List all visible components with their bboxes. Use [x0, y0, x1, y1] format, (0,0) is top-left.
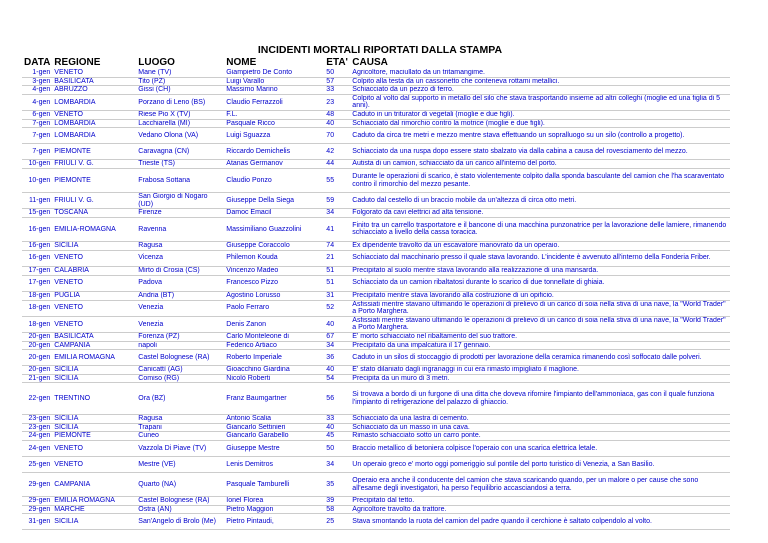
cell-nome: Paolo Ferraro — [224, 300, 324, 316]
cell-luogo: Gissi (CH) — [136, 86, 224, 95]
cell-regione: TOSCANA — [52, 209, 136, 218]
table-row — [22, 241, 730, 250]
cell-causa: Folgorato da cavi elettrici ad alta tensione. — [350, 209, 730, 218]
cell-regione: PUGLIA — [52, 291, 136, 300]
header-data: DATA — [24, 57, 51, 68]
cell-eta: 33 — [324, 415, 350, 424]
cell-luogo: Riese Pio X (TV) — [136, 110, 224, 119]
cell-regione: VENETO — [52, 300, 136, 316]
cell-eta: 70 — [324, 128, 350, 144]
cell-eta: 31 — [324, 291, 350, 300]
cell-regione: CAMPANIA — [52, 341, 136, 350]
cell-causa: Agricoltore, maciullato da un tritamangime. — [350, 69, 730, 77]
header-nome: NOME — [226, 57, 257, 68]
table-row — [22, 350, 730, 366]
table-row — [22, 94, 730, 110]
cell-causa: Asfissiati mentre stavano ultimando le operazioni di prelievo di un carico di soia nella stiva di una nave, la "World Trader" a Porto Marghera. — [350, 300, 730, 316]
cell-causa: Precipitato da una impalcatura il 17 gennaio. — [350, 341, 730, 350]
cell-luogo: Frabosa Sottana — [136, 169, 224, 193]
cell-data: 11-gen — [22, 193, 52, 209]
cell-data: 16-gen — [22, 241, 52, 250]
table-row — [22, 366, 730, 375]
cell-causa: Colpito al volto dal supporto in metallo del silo che stava trasportando insieme ad altri colleghi (moglie ed una figlia di 5 anni). — [350, 94, 730, 110]
cell-luogo: Caravagna (CN) — [136, 144, 224, 160]
cell-luogo: Ragusa — [136, 241, 224, 250]
cell-eta: 67 — [324, 332, 350, 341]
cell-causa: Ex dipendente travolto da un escavatore manovrato da un operaio. — [350, 241, 730, 250]
cell-eta: 40 — [324, 119, 350, 128]
page-title: INCIDENTI MORTALI RIPORTATI DALLA STAMPA — [257, 44, 503, 56]
cell-data: 7-gen — [22, 119, 52, 128]
cell-regione: LOMBARDIA — [52, 128, 136, 144]
cell-eta: 55 — [324, 169, 350, 193]
cell-luogo: San'Angelo di Brolo (Me) — [136, 514, 224, 530]
cell-regione: LOMBARDIA — [52, 94, 136, 110]
cell-causa: Schiacciato da un pezzo di ferro. — [350, 86, 730, 95]
cell-regione: PIEMONTE — [52, 144, 136, 160]
cell-nome: Claudio Ferrazzoli — [224, 94, 324, 110]
cell-luogo: Canicattì (AG) — [136, 366, 224, 375]
cell-luogo: Vedano Olona (VA) — [136, 128, 224, 144]
cell-eta: 34 — [324, 341, 350, 350]
cell-causa: Precipitato dal tetto. — [350, 497, 730, 506]
cell-eta: 50 — [324, 69, 350, 77]
table-row — [22, 144, 730, 160]
table-row — [22, 193, 730, 209]
cell-nome: Damoc Emacil — [224, 209, 324, 218]
cell-causa: Durante le operazioni di scarico, è stato violentemente colpito dalla sponda basculante del camion che l'ha scaraventato contro il rimorchio del mezzo pesante. — [350, 169, 730, 193]
cell-causa: Autista di un camion, schiacciato da un carico all'interno del porto. — [350, 160, 730, 169]
cell-data: 10-gen — [22, 160, 52, 169]
cell-eta: 40 — [324, 316, 350, 332]
cell-luogo: Ora (BZ) — [136, 383, 224, 415]
cell-nome: Franz Baumgartner — [224, 383, 324, 415]
cell-causa: Precipita da un muro di 3 metri. — [350, 374, 730, 383]
cell-data: 22-gen — [22, 383, 52, 415]
cell-regione: BASILICATA — [52, 332, 136, 341]
cell-luogo: Ragusa — [136, 415, 224, 424]
cell-eta: 44 — [324, 160, 350, 169]
cell-nome: Luigi Varallo — [224, 77, 324, 86]
table-row — [22, 423, 730, 432]
table-row — [22, 383, 730, 415]
cell-luogo: Ostra (AN) — [136, 505, 224, 514]
cell-data: 18-gen — [22, 291, 52, 300]
cell-data: 17-gen — [22, 266, 52, 275]
cell-nome: Giuseppe Mestre — [224, 441, 324, 457]
cell-eta: 34 — [324, 457, 350, 473]
cell-regione: SICILIA — [52, 366, 136, 375]
cell-regione: CAMPANIA — [52, 473, 136, 497]
cell-luogo: Firenze — [136, 209, 224, 218]
cell-causa: Caduto dal cestello di un braccio mobile da un'altezza di circa otto metri. — [350, 193, 730, 209]
cell-regione: SICILIA — [52, 241, 136, 250]
cell-data: 16-gen — [22, 217, 52, 241]
header-row — [22, 57, 730, 69]
cell-regione: SICILIA — [52, 374, 136, 383]
table-row — [22, 217, 730, 241]
cell-data: 31-gen — [22, 514, 52, 530]
cell-data: 29-gen — [22, 473, 52, 497]
cell-data: 17-gen — [22, 275, 52, 291]
cell-causa: E' morto schiacciato nel ribaltamento del suo trattore. — [350, 332, 730, 341]
cell-nome: Massimiliano Guazzolini — [224, 217, 324, 241]
cell-regione: FRIULI V. G. — [52, 193, 136, 209]
cell-luogo: Andria (BT) — [136, 291, 224, 300]
cell-luogo: Lacchiarella (MI) — [136, 119, 224, 128]
cell-causa: Operaio era anche il conducente del camion che stava scaricando quando, per un malore o per cause che sono all'esame degli investigatori, ha perso l'equilibrio accasciandosi a terra. — [350, 473, 730, 497]
cell-nome: Gioacchino Giardina — [224, 366, 324, 375]
cell-regione: MARCHE — [52, 505, 136, 514]
cell-regione: EMILIA-ROMAGNA — [52, 217, 136, 241]
cell-eta: 48 — [324, 110, 350, 119]
table-row — [22, 250, 730, 266]
cell-luogo: Padova — [136, 275, 224, 291]
cell-luogo: Quarto (NA) — [136, 473, 224, 497]
cell-causa: Caduto da circa tre metri e mezzo mentre stava effettuando un sopralluogo su un silo (controllo a progetto). — [350, 128, 730, 144]
cell-nome: Pietro Maggion — [224, 505, 324, 514]
header-causa: CAUSA — [352, 57, 388, 68]
cell-nome: Pasquale Tamburelli — [224, 473, 324, 497]
table-row — [22, 275, 730, 291]
cell-regione: ABRUZZO — [52, 86, 136, 95]
cell-data: 20-gen — [22, 341, 52, 350]
cell-eta: 50 — [324, 441, 350, 457]
cell-data: 24-gen — [22, 432, 52, 441]
cell-data: 29-gen — [22, 505, 52, 514]
table-row — [22, 300, 730, 316]
cell-nome: F.L. — [224, 110, 324, 119]
cell-causa: Schiacciato dal rimorchio contro la motrice (moglie e due figli). — [350, 119, 730, 128]
cell-eta: 39 — [324, 497, 350, 506]
table-row — [22, 374, 730, 383]
cell-eta: 59 — [324, 193, 350, 209]
cell-causa: Stava smontando la ruota del camion del padre quando il cerchione è saltato colpendolo al volto. — [350, 514, 730, 530]
cell-luogo: Trieste (TS) — [136, 160, 224, 169]
cell-regione: TRENTINO — [52, 383, 136, 415]
cell-causa: Rimasto schiacciato sotto un carro ponte. — [350, 432, 730, 441]
table-row — [22, 497, 730, 506]
cell-eta: 41 — [324, 217, 350, 241]
cell-eta: 56 — [324, 383, 350, 415]
cell-nome: Agostino Lorusso — [224, 291, 324, 300]
cell-data: 20-gen — [22, 332, 52, 341]
table-row — [22, 473, 730, 497]
cell-data: 4-gen — [22, 86, 52, 95]
cell-regione: SICILIA — [52, 514, 136, 530]
cell-data: 6-gen — [22, 110, 52, 119]
cell-causa: Schiacciato da una ruspa dopo essere stato sbalzato via dalla cabina a causa del rovesciamento del mezzo. — [350, 144, 730, 160]
cell-regione: VENETO — [52, 441, 136, 457]
cell-regione: BASILICATA — [52, 77, 136, 86]
cell-nome: Giancarlo Settinieri — [224, 423, 324, 432]
cell-eta: 34 — [324, 209, 350, 218]
table-row — [22, 77, 730, 86]
table-row — [22, 209, 730, 218]
cell-causa: Precipitato al suolo mentre stava lavorando alla realizzazione di una mansarda. — [350, 266, 730, 275]
table-row — [22, 341, 730, 350]
incidents-table — [22, 57, 730, 530]
cell-nome: Giampietro De Conto — [224, 69, 324, 77]
cell-luogo: Vicenza — [136, 250, 224, 266]
cell-regione: PIEMONTE — [52, 169, 136, 193]
table-body — [22, 69, 730, 530]
cell-causa: Schiacciato dal macchinario presso il quale stava lavorando. L'incidente è avvenuto all'interno della Fonderia Friber. — [350, 250, 730, 266]
cell-data: 4-gen — [22, 94, 52, 110]
cell-eta: 23 — [324, 94, 350, 110]
cell-data: 23-gen — [22, 423, 52, 432]
cell-regione: VENETO — [52, 69, 136, 77]
cell-eta: 52 — [324, 300, 350, 316]
cell-data: 18-gen — [22, 300, 52, 316]
table-row — [22, 160, 730, 169]
cell-nome: Luigi Sguazza — [224, 128, 324, 144]
cell-regione: VENETO — [52, 250, 136, 266]
cell-causa: Schiacciato da un camion ribaltatosi durante lo scarico di due tonnellate di ghiaia. — [350, 275, 730, 291]
cell-nome: Atanas Germanov — [224, 160, 324, 169]
cell-data: 18-gen — [22, 316, 52, 332]
cell-luogo: Tito (PZ) — [136, 77, 224, 86]
cell-eta: 57 — [324, 77, 350, 86]
cell-eta: 51 — [324, 275, 350, 291]
cell-data: 23-gen — [22, 415, 52, 424]
cell-nome: Roberto Imperiale — [224, 350, 324, 366]
cell-regione: FRIULI V. G. — [52, 160, 136, 169]
cell-luogo: Castel Bolognese (RA) — [136, 350, 224, 366]
cell-luogo: Comiso (RG) — [136, 374, 224, 383]
cell-nome: Giuseppe Coraccolo — [224, 241, 324, 250]
cell-nome: Carlo Monteleone di — [224, 332, 324, 341]
cell-eta: 42 — [324, 144, 350, 160]
cell-eta: 36 — [324, 350, 350, 366]
cell-regione: VENETO — [52, 316, 136, 332]
cell-nome: Riccardo Demichelis — [224, 144, 324, 160]
header-regione: REGIONE — [54, 57, 101, 68]
cell-causa: Agricoltore travolto da trattore. — [350, 505, 730, 514]
cell-causa: Precipitato mentre stava lavorando alla costruzione di un opificio. — [350, 291, 730, 300]
cell-causa: Schiacciato da un masso in una cava. — [350, 423, 730, 432]
cell-data: 15-gen — [22, 209, 52, 218]
cell-eta: 58 — [324, 505, 350, 514]
cell-causa: Un operaio greco e' morto oggi pomeriggio sul pontile del porto turistico di Venezia, a San Basilio. — [350, 457, 730, 473]
cell-nome: Giancarlo Garabello — [224, 432, 324, 441]
cell-nome: Pasquale Ricco — [224, 119, 324, 128]
cell-nome: Francesco Pizzo — [224, 275, 324, 291]
cell-luogo: Trapani — [136, 423, 224, 432]
header-eta: ETA' — [326, 57, 348, 68]
cell-causa: Asfissiati mentre stavano ultimando le operazioni di prelievo di un carico di soia nella stiva di una nave, la "World Trader" a Porto Marghera. — [350, 316, 730, 332]
table-row — [22, 69, 730, 77]
cell-eta: 40 — [324, 423, 350, 432]
cell-nome: Vincenzo Madeo — [224, 266, 324, 275]
cell-data: 7-gen — [22, 128, 52, 144]
cell-data: 21-gen — [22, 374, 52, 383]
cell-data: 29-gen — [22, 497, 52, 506]
table-row — [22, 110, 730, 119]
table-row — [22, 415, 730, 424]
cell-data: 24-gen — [22, 441, 52, 457]
cell-causa: Colpito alla testa da un cassonetto che conteneva rottami metallici. — [350, 77, 730, 86]
cell-regione: EMILIA ROMAGNA — [52, 350, 136, 366]
cell-causa: Si trovava a bordo di un furgone di una ditta che doveva rifornire l'impianto dell'ammoniaca, gas con il quale funziona l'impianto di refrigerazione del palazzo di ghiaccio. — [350, 383, 730, 415]
cell-eta: 54 — [324, 374, 350, 383]
table-row — [22, 514, 730, 530]
cell-causa: Finito tra un carrello trasportatore e il bancone di una macchina punzonatrice per la lavorazione delle lamiere, rimanendo schiacciato a livello della cassa toracica. — [350, 217, 730, 241]
cell-luogo: Mane (TV) — [136, 69, 224, 77]
cell-luogo: napoli — [136, 341, 224, 350]
cell-eta: 33 — [324, 86, 350, 95]
cell-eta: 51 — [324, 266, 350, 275]
cell-nome: Lenis Demitros — [224, 457, 324, 473]
cell-regione: VENETO — [52, 110, 136, 119]
cell-regione: LOMBARDIA — [52, 119, 136, 128]
cell-luogo: Mestre (VE) — [136, 457, 224, 473]
table-row — [22, 432, 730, 441]
cell-luogo: San Giorgio di Nogaro (UD) — [136, 193, 224, 209]
cell-luogo: Venezia — [136, 300, 224, 316]
cell-luogo: Porzano di Leno (BS) — [136, 94, 224, 110]
cell-nome: Ionel Florea — [224, 497, 324, 506]
header-luogo: LUOGO — [138, 57, 175, 68]
table-row — [22, 505, 730, 514]
cell-eta: 45 — [324, 432, 350, 441]
cell-causa: Caduto in un silos di stoccaggio di prodotti per lavorazione della ceramica rimanendo così soffocato dalle polveri. — [350, 350, 730, 366]
cell-eta: 74 — [324, 241, 350, 250]
table-row — [22, 441, 730, 457]
table-row — [22, 332, 730, 341]
cell-data: 7-gen — [22, 144, 52, 160]
table-row — [22, 169, 730, 193]
cell-nome: Nicolò Roberti — [224, 374, 324, 383]
cell-nome: Pietro Pintaudi, — [224, 514, 324, 530]
cell-regione: EMILIA ROMAGNA — [52, 497, 136, 506]
cell-data: 3-gen — [22, 77, 52, 86]
table-row — [22, 457, 730, 473]
table-row — [22, 128, 730, 144]
cell-data: 1-gen — [22, 69, 52, 77]
cell-regione: CALABRIA — [52, 266, 136, 275]
cell-nome: Federico Artiaco — [224, 341, 324, 350]
cell-causa: Schiacciato da una lastra di cemento. — [350, 415, 730, 424]
cell-luogo: Mirto di Crosia (CS) — [136, 266, 224, 275]
cell-eta: 25 — [324, 514, 350, 530]
cell-data: 20-gen — [22, 350, 52, 366]
cell-luogo: Castel Bolognese (RA) — [136, 497, 224, 506]
cell-luogo: Ravenna — [136, 217, 224, 241]
cell-data: 16-gen — [22, 250, 52, 266]
cell-regione: VENETO — [52, 457, 136, 473]
table-row — [22, 119, 730, 128]
cell-luogo: Forenza (PZ) — [136, 332, 224, 341]
cell-nome: Antonio Scalia — [224, 415, 324, 424]
cell-regione: SICILIA — [52, 423, 136, 432]
cell-data: 25-gen — [22, 457, 52, 473]
cell-nome: Massimo Marino — [224, 86, 324, 95]
cell-regione: PIEMONTE — [52, 432, 136, 441]
table-row — [22, 86, 730, 95]
cell-regione: VENETO — [52, 275, 136, 291]
cell-luogo: Vazzola Di Piave (TV) — [136, 441, 224, 457]
cell-causa: E' stato dilaniato dagli ingranaggi in cui era rimasto impigliato il maglione. — [350, 366, 730, 375]
cell-nome: Giuseppe Della Siega — [224, 193, 324, 209]
table-row — [22, 266, 730, 275]
cell-data: 10-gen — [22, 169, 52, 193]
table-row — [22, 291, 730, 300]
cell-causa: Caduto in un triturator di vegetali (moglie e due figli). — [350, 110, 730, 119]
cell-regione: SICILIA — [52, 415, 136, 424]
cell-eta: 35 — [324, 473, 350, 497]
cell-eta: 40 — [324, 366, 350, 375]
cell-nome: Denis Zanon — [224, 316, 324, 332]
cell-causa: Braccio metallico di betoniera colpisce l'operaio con una scarica elettrica letale. — [350, 441, 730, 457]
cell-nome: Philemon Kouda — [224, 250, 324, 266]
cell-nome: Claudio Ponzo — [224, 169, 324, 193]
cell-data: 20-gen — [22, 366, 52, 375]
cell-luogo: Cuneo — [136, 432, 224, 441]
cell-luogo: Venezia — [136, 316, 224, 332]
cell-eta: 21 — [324, 250, 350, 266]
table-row — [22, 316, 730, 332]
